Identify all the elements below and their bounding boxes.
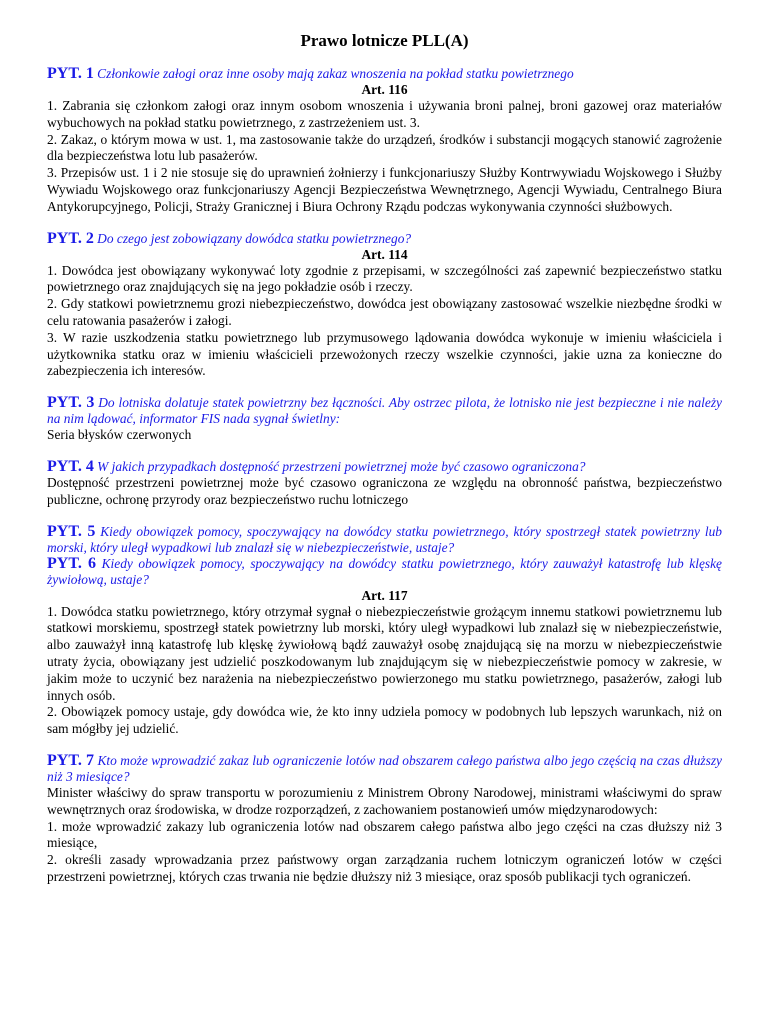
question-7: [47, 753, 722, 785]
question-3: [47, 395, 722, 427]
question-6: [47, 556, 722, 588]
question-block-3: [47, 395, 722, 444]
question-number: PYT. 4: [47, 457, 94, 475]
paragraph: 1. Dowódca statku powietrznego, który otrzymał sygnał o niebezpieczeństwie grożącym innemu statkowi powietrznemu lub statkowi morskiemu, spostrzegł statek powietrzny lub morski, który uległ wypadkowi lub znalazł się w niebezpieczeństwie, albo zauważył inną katastrofę lub klęskę żywiołową bądź zauważył osobę znajdującą się na morzu w niebezpieczeństwie utraty życia, obowiązany jest udzielić poszkodowanym lub znajdującym się w niebezpieczeństwie pomocy w zakresie, w jakim może to uczynić bez narażenia na niebezpieczeństwo powierzonego mu statku powietrznego, pasażerów, załogi lub innych osób.: [47, 603, 722, 703]
question-number: PYT. 3: [47, 394, 95, 412]
paragraph: 2. Gdy statkowi powietrznemu grozi niebezpieczeństwo, dowódca jest obowiązany zastosować wszelkie niezbędne środki w celu ratowania pasażerów i załogi.: [47, 296, 722, 328]
paragraph: 1. może wprowadzić zakazy lub ograniczenia lotów nad obszarem całego państwa albo jego części na czas dłuższy niż 3 miesiące,: [47, 818, 722, 851]
question-text: Kiedy obowiązek pomocy, spoczywający na dowódcy statku powietrznego, który zauważył katastrofę lub klęskę żywiołową, ustaje?: [47, 555, 722, 587]
question-block-5-6: [47, 524, 722, 738]
question-block-1: [47, 66, 722, 216]
question-text: W jakich przypadkach dostępność przestrzeni powietrznej może być czasowo ograniczona?: [97, 458, 586, 474]
paragraph: 1. Dowódca jest obowiązany wykonywać loty zgodnie z przepisami, w szczególności zaś zapewnić bezpieczeństwo statku powietrznego oraz znajdujących się na jego pokładzie osób i rzeczy.: [47, 262, 722, 295]
document-title: Prawo lotnicze PLL(A): [300, 31, 469, 50]
article-heading: Art. 114: [361, 246, 408, 262]
question-text: Do czego jest zobowiązany dowódca statku powietrznego?: [97, 230, 412, 246]
question-number: PYT. 5: [47, 522, 96, 540]
question-text: Kto może wprowadzić zakaz lub ograniczenie lotów nad obszarem całego państwa albo jego częścią na czas dłuższy niż 3 miesiące?: [47, 752, 722, 784]
paragraph: Minister właściwy do spraw transportu w porozumieniu z Ministrem Obrony Narodowej, ministrami właściwymi do spraw wewnętrznych oraz środowiska, w drodze rozporządzeń, z zachowaniem postanowień umów międzynarodowych:: [47, 784, 722, 817]
question-text: Do lotniska dolatuje statek powietrzny bez łączności. Aby ostrzec pilota, że lotnisko nie jest bezpieczne i nie należy na nim lądować, informator FIS nada sygnał świetlny:: [47, 395, 722, 427]
paragraph: 2. Obowiązek pomocy ustaje, gdy dowódca wie, że kto inny udziela pomocy w podobnych lub lepszych warunkach, niż on sam mógłby jej udzielić.: [47, 704, 722, 737]
question-number: PYT. 2: [47, 229, 94, 247]
article-heading: Art. 117: [361, 587, 408, 603]
question-block-7: [47, 753, 722, 886]
question-number: PYT. 1: [47, 65, 94, 82]
paragraph: 1. Zabrania się członkom załogi oraz innym osobom wnoszenia i używania broni palnej, broni gazowej oraz materiałów wybuchowych na pokład statku powietrznego, z zastrzeżeniem ust. 3.: [47, 98, 722, 130]
question-block-4: [47, 459, 722, 509]
answer-text: Seria błysków czerwonych: [47, 427, 192, 443]
question-number: PYT. 7: [47, 751, 94, 769]
question-number: PYT. 6: [47, 554, 97, 572]
paragraph: 3. Przepisów ust. 1 i 2 nie stosuje się do uprawnień żołnierzy i funkcjonariuszy Służby Kontrwywiadu Wojskowego i Służby Wywiadu Wojskowego oraz funkcjonariuszy Agencji Bezpieczeństwa Wewnętrznego, Agencji Wywiadu, Centralnego Biura Antykorupcyjnego, Policji, Straży Granicznej i Biura Ochrony Rządu podczas wykonywania czynności służbowych.: [47, 165, 722, 214]
question-block-2: [47, 231, 722, 381]
question-text: Członkowie załogi oraz inne osoby mają zakaz wnoszenia na pokład statku powietrznego: [97, 66, 574, 81]
paragraph: 2. określi zasady wprowadzania przez państwowy organ zarządzania ruchem lotniczym ograniczeń lotów w części przestrzeni powietrznej, których czas trwania nie będzie dłuższy niż 3 miesiące, oraz sposób publikacji tych ograniczeń.: [47, 852, 722, 884]
question-2: [47, 231, 722, 247]
article-heading: Art. 116: [361, 82, 408, 97]
question-1: [47, 66, 722, 82]
paragraph: 3. W razie uszkodzenia statku powietrznego lub przymusowego lądowania dowódca wykonuje w imieniu właściciela i użytkownika statku oraz w imieniu właścicieli przewożonych rzeczy wszelkie czynności, jakie uzna za konieczne do zabezpieczenia ich interesów.: [47, 329, 722, 379]
question-text: Kiedy obowiązek pomocy, spoczywający na dowódcy statku powietrznego, który spostrzegł statek powietrzny lub morski, który uległ wypadkowi lub znalazł się w niebezpieczeństwie, ustaje?: [47, 523, 722, 555]
answer-text: Dostępność przestrzeni powietrznej może być czasowo ograniczona ze względu na obronność państwa, bezpieczeństwo publiczne, ochronę przyrody oraz bezpieczeństwo ruchu lotniczego: [47, 474, 722, 507]
paragraph: 2. Zakaz, o którym mowa w ust. 1, ma zastosowanie także do urządzeń, środków i substancji mogących stanowić zagrożenie dla bezpieczeństwa lotu lub pasażerów.: [47, 131, 722, 164]
question-5: [47, 524, 722, 556]
question-4: [47, 459, 722, 475]
